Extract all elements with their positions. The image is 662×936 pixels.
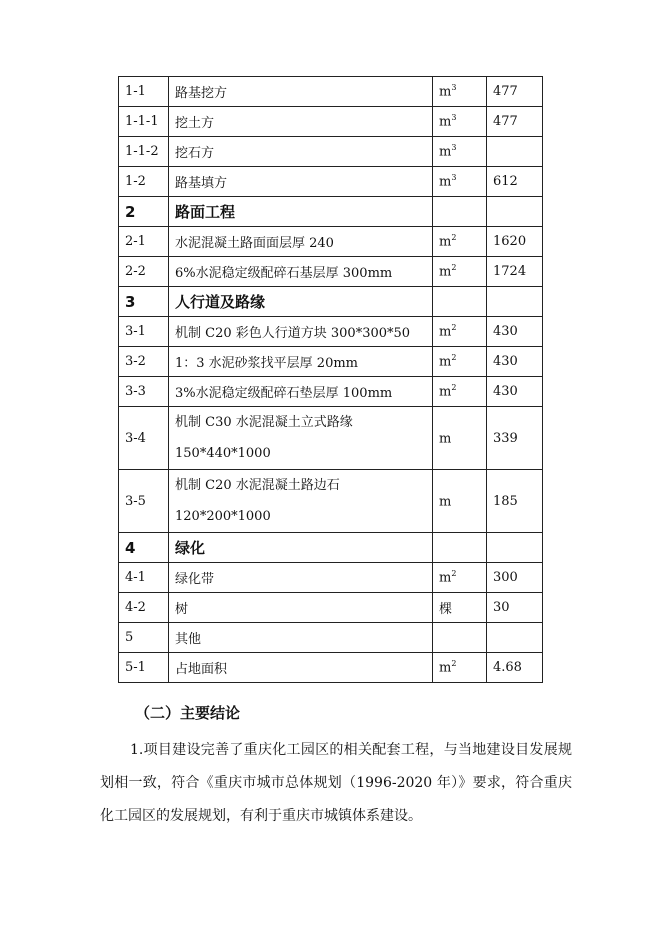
unit-symbol: m bbox=[439, 84, 452, 100]
cell-quantity: 430 bbox=[487, 347, 543, 377]
unit-symbol: m bbox=[439, 431, 452, 447]
cell-unit bbox=[433, 107, 487, 137]
cell-quantity: 1724 bbox=[487, 257, 543, 287]
table-row bbox=[119, 407, 543, 470]
cell-unit bbox=[433, 653, 487, 683]
cell-item: 机制 C20 彩色人行道方块 300*300*50 bbox=[169, 317, 433, 347]
cell-quantity: 477 bbox=[487, 107, 543, 137]
cell-code: 3-1 bbox=[119, 317, 169, 347]
cell-code: 3-4 bbox=[119, 407, 169, 470]
cell-code: 1-1-1 bbox=[119, 107, 169, 137]
cell-unit bbox=[433, 563, 487, 593]
table-row bbox=[119, 257, 543, 287]
cell-item: 3%水泥稳定级配碎石垫层厚 100mm bbox=[169, 377, 433, 407]
cell-unit bbox=[433, 227, 487, 257]
conclusion-paragraph: 1.项目建设完善了重庆化工园区的相关配套工程，与当地建设目发展规划相一致，符合《重庆市城市总体规划（1996-2020 年）》要求，符合重庆化工园区的发展规划，有利于重庆市城镇体系建设。 bbox=[100, 742, 572, 824]
unit-exponent: 3 bbox=[451, 113, 457, 123]
cell-unit bbox=[433, 593, 487, 623]
table-row bbox=[119, 563, 543, 593]
cell-item-line2: 120*200*1000 bbox=[175, 509, 271, 524]
table-row bbox=[119, 533, 543, 563]
cell-item: 路基挖方 bbox=[169, 77, 433, 107]
cell-unit bbox=[433, 533, 487, 563]
unit-exponent: 3 bbox=[451, 83, 457, 93]
cell-code: 1-2 bbox=[119, 167, 169, 197]
unit-symbol: m bbox=[439, 494, 452, 510]
cell-code: 5-1 bbox=[119, 653, 169, 683]
unit-exponent: 3 bbox=[451, 173, 457, 183]
cell-quantity bbox=[487, 533, 543, 563]
cell-quantity bbox=[487, 287, 543, 317]
unit-symbol: m bbox=[439, 570, 452, 586]
unit-symbol: m bbox=[439, 354, 452, 370]
cell-quantity bbox=[487, 197, 543, 227]
unit-symbol: m bbox=[439, 384, 452, 400]
table-row bbox=[119, 377, 543, 407]
cell-code: 3 bbox=[119, 287, 169, 317]
cell-code: 4-2 bbox=[119, 593, 169, 623]
unit-exponent: 2 bbox=[451, 323, 457, 333]
cell-code: 2 bbox=[119, 197, 169, 227]
table-row bbox=[119, 77, 543, 107]
table-row bbox=[119, 593, 543, 623]
cell-unit bbox=[433, 257, 487, 287]
cell-code: 4 bbox=[119, 533, 169, 563]
cell-code: 1-1-2 bbox=[119, 137, 169, 167]
table-row bbox=[119, 623, 543, 653]
unit-exponent: 2 bbox=[451, 233, 457, 243]
cell-item: 6%水泥稳定级配碎石基层厚 300mm bbox=[169, 257, 433, 287]
table-row bbox=[119, 347, 543, 377]
cell-quantity: 477 bbox=[487, 77, 543, 107]
cell-item-line2: 150*440*1000 bbox=[175, 446, 271, 461]
cell-code: 3-5 bbox=[119, 470, 169, 533]
cell-code: 1-1 bbox=[119, 77, 169, 107]
cell-code: 3-3 bbox=[119, 377, 169, 407]
cell-quantity: 339 bbox=[487, 407, 543, 470]
cell-item-line1: 机制 C30 水泥混凝土立式路缘 bbox=[175, 415, 353, 430]
table-row bbox=[119, 653, 543, 683]
table-row bbox=[119, 107, 543, 137]
table-row bbox=[119, 227, 543, 257]
cell-code: 2-1 bbox=[119, 227, 169, 257]
cell-unit bbox=[433, 347, 487, 377]
cell-unit bbox=[433, 77, 487, 107]
unit-exponent: 3 bbox=[451, 143, 457, 153]
cell-unit bbox=[433, 167, 487, 197]
table-row bbox=[119, 317, 543, 347]
cell-item: 人行道及路缘 bbox=[169, 287, 433, 317]
cell-unit bbox=[433, 287, 487, 317]
cell-item bbox=[169, 470, 433, 533]
cell-quantity bbox=[487, 623, 543, 653]
unit-symbol: m bbox=[439, 114, 452, 130]
unit-exponent: 2 bbox=[451, 569, 457, 579]
unit-symbol: m bbox=[439, 660, 452, 676]
unit-exponent: 2 bbox=[451, 263, 457, 273]
cell-quantity bbox=[487, 137, 543, 167]
cell-item: 绿化带 bbox=[169, 563, 433, 593]
cell-quantity: 300 bbox=[487, 563, 543, 593]
cell-item: 水泥混凝土路面面层厚 240 bbox=[169, 227, 433, 257]
cell-item: 绿化 bbox=[169, 533, 433, 563]
unit-symbol: 棵 bbox=[439, 602, 453, 617]
cell-unit bbox=[433, 470, 487, 533]
cell-item: 挖土方 bbox=[169, 107, 433, 137]
cell-quantity: 430 bbox=[487, 377, 543, 407]
cell-item-line1: 机制 C20 水泥混凝土路边石 bbox=[175, 478, 340, 493]
cell-quantity: 430 bbox=[487, 317, 543, 347]
cell-unit bbox=[433, 407, 487, 470]
unit-symbol: m bbox=[439, 324, 452, 340]
cell-quantity: 30 bbox=[487, 593, 543, 623]
table-row bbox=[119, 137, 543, 167]
cell-code: 2-2 bbox=[119, 257, 169, 287]
table-row bbox=[119, 470, 543, 533]
table-row bbox=[119, 287, 543, 317]
cell-unit bbox=[433, 623, 487, 653]
unit-exponent: 2 bbox=[451, 353, 457, 363]
cell-item: 占地面积 bbox=[169, 653, 433, 683]
unit-symbol: m bbox=[439, 234, 452, 250]
cell-quantity: 185 bbox=[487, 470, 543, 533]
unit-symbol: m bbox=[439, 264, 452, 280]
cell-item: 其他 bbox=[169, 623, 433, 653]
table-row bbox=[119, 197, 543, 227]
cell-code: 5 bbox=[119, 623, 169, 653]
cell-code: 4-1 bbox=[119, 563, 169, 593]
cell-unit bbox=[433, 197, 487, 227]
cell-item: 树 bbox=[169, 593, 433, 623]
section-heading: （二）主要结论 bbox=[135, 704, 241, 722]
cell-unit bbox=[433, 377, 487, 407]
cell-code: 3-2 bbox=[119, 347, 169, 377]
cell-item: 路基填方 bbox=[169, 167, 433, 197]
quantity-table bbox=[118, 76, 543, 683]
cell-quantity: 4.68 bbox=[487, 653, 543, 683]
cell-unit bbox=[433, 317, 487, 347]
cell-item: 1：3 水泥砂浆找平层厚 20mm bbox=[169, 347, 433, 377]
unit-exponent: 2 bbox=[451, 383, 457, 393]
unit-symbol: m bbox=[439, 144, 452, 160]
cell-item: 挖石方 bbox=[169, 137, 433, 167]
table-row bbox=[119, 167, 543, 197]
unit-symbol: m bbox=[439, 174, 452, 190]
cell-item bbox=[169, 407, 433, 470]
unit-exponent: 2 bbox=[451, 659, 457, 669]
cell-item: 路面工程 bbox=[169, 197, 433, 227]
cell-quantity: 1620 bbox=[487, 227, 543, 257]
cell-unit bbox=[433, 137, 487, 167]
cell-quantity: 612 bbox=[487, 167, 543, 197]
